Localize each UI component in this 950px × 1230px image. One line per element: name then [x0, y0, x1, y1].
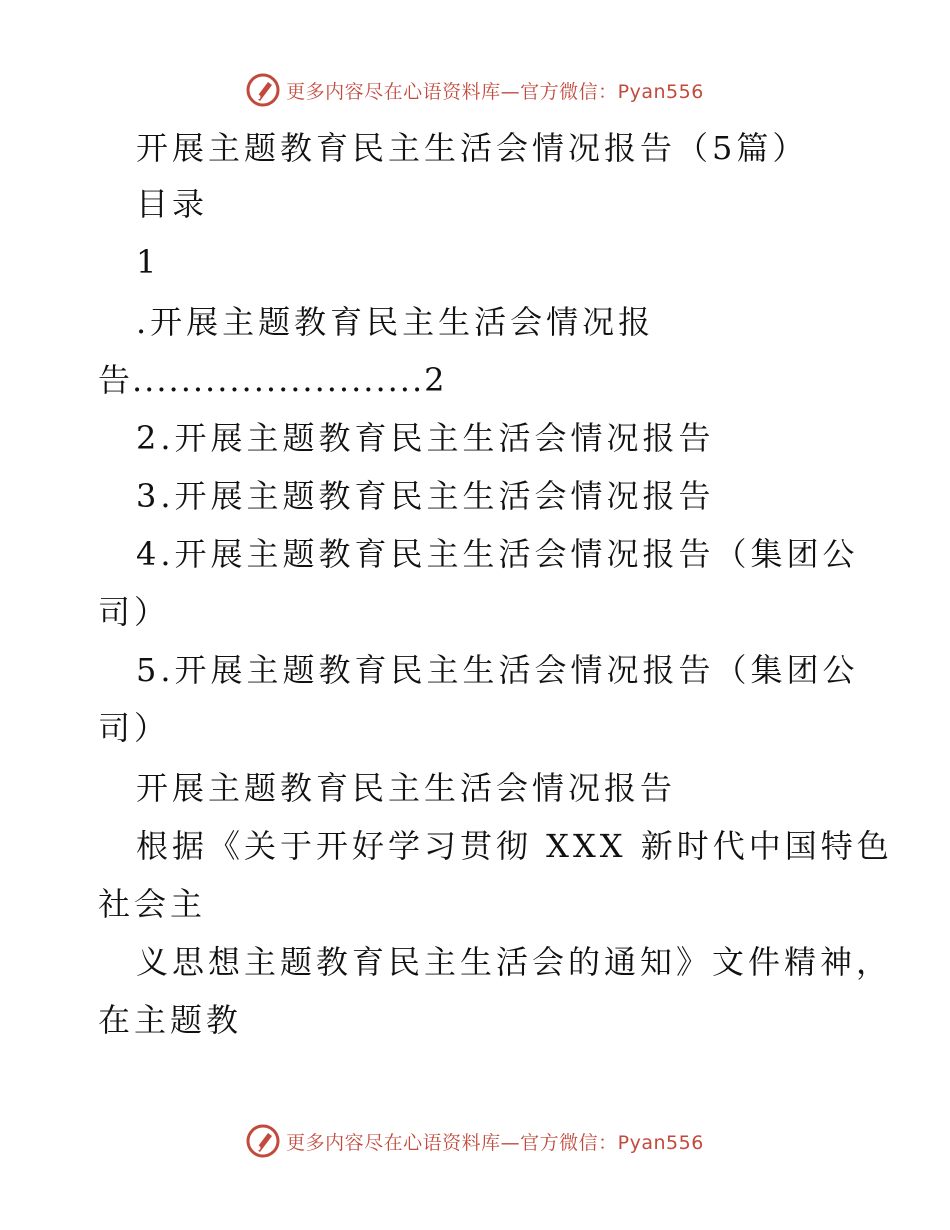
section-title: 开展主题教育民主生活会情况报告 [136, 769, 677, 807]
toc-item-4: 4.开展主题教育民主生活会情况报告（集团公 [136, 535, 859, 573]
toc-item-2: 2.开展主题教育民主生活会情况报告 [136, 419, 715, 457]
toc-item-1-number: 1 [136, 243, 161, 281]
pen-circle-icon [246, 1124, 280, 1158]
banner-text: 更多内容尽在心语资料库—官方微信：Pyan556 [286, 1131, 704, 1154]
body-line-2: 社会主 [98, 885, 207, 923]
toc-item-4-cont: 司） [98, 593, 171, 631]
toc-item-3: 3.开展主题教育民主生活会情况报告 [136, 477, 715, 515]
document-title: 开展主题教育民主生活会情况报告（5篇） [136, 129, 809, 167]
pen-circle-icon [246, 73, 280, 107]
toc-heading: 目录 [136, 185, 209, 223]
body-line-1: 根据《关于开好学习贯彻 XXX 新时代中国特色 [136, 827, 893, 865]
toc-item-5-cont: 司） [98, 709, 171, 747]
body-line-3: 义思想主题教育民主生活会的通知》文件精神， [136, 943, 893, 981]
footer-banner [0, 1123, 950, 1159]
toc-item-1-page: 告........................2 [98, 361, 447, 399]
body-line-4: 在主题教 [98, 1001, 243, 1039]
header-banner [0, 72, 950, 108]
toc-item-5: 5.开展主题教育民主生活会情况报告（集团公 [136, 651, 859, 689]
toc-item-1-title: .开展主题教育民主生活会情况报 [136, 303, 655, 341]
banner-text: 更多内容尽在心语资料库—官方微信：Pyan556 [286, 80, 704, 103]
